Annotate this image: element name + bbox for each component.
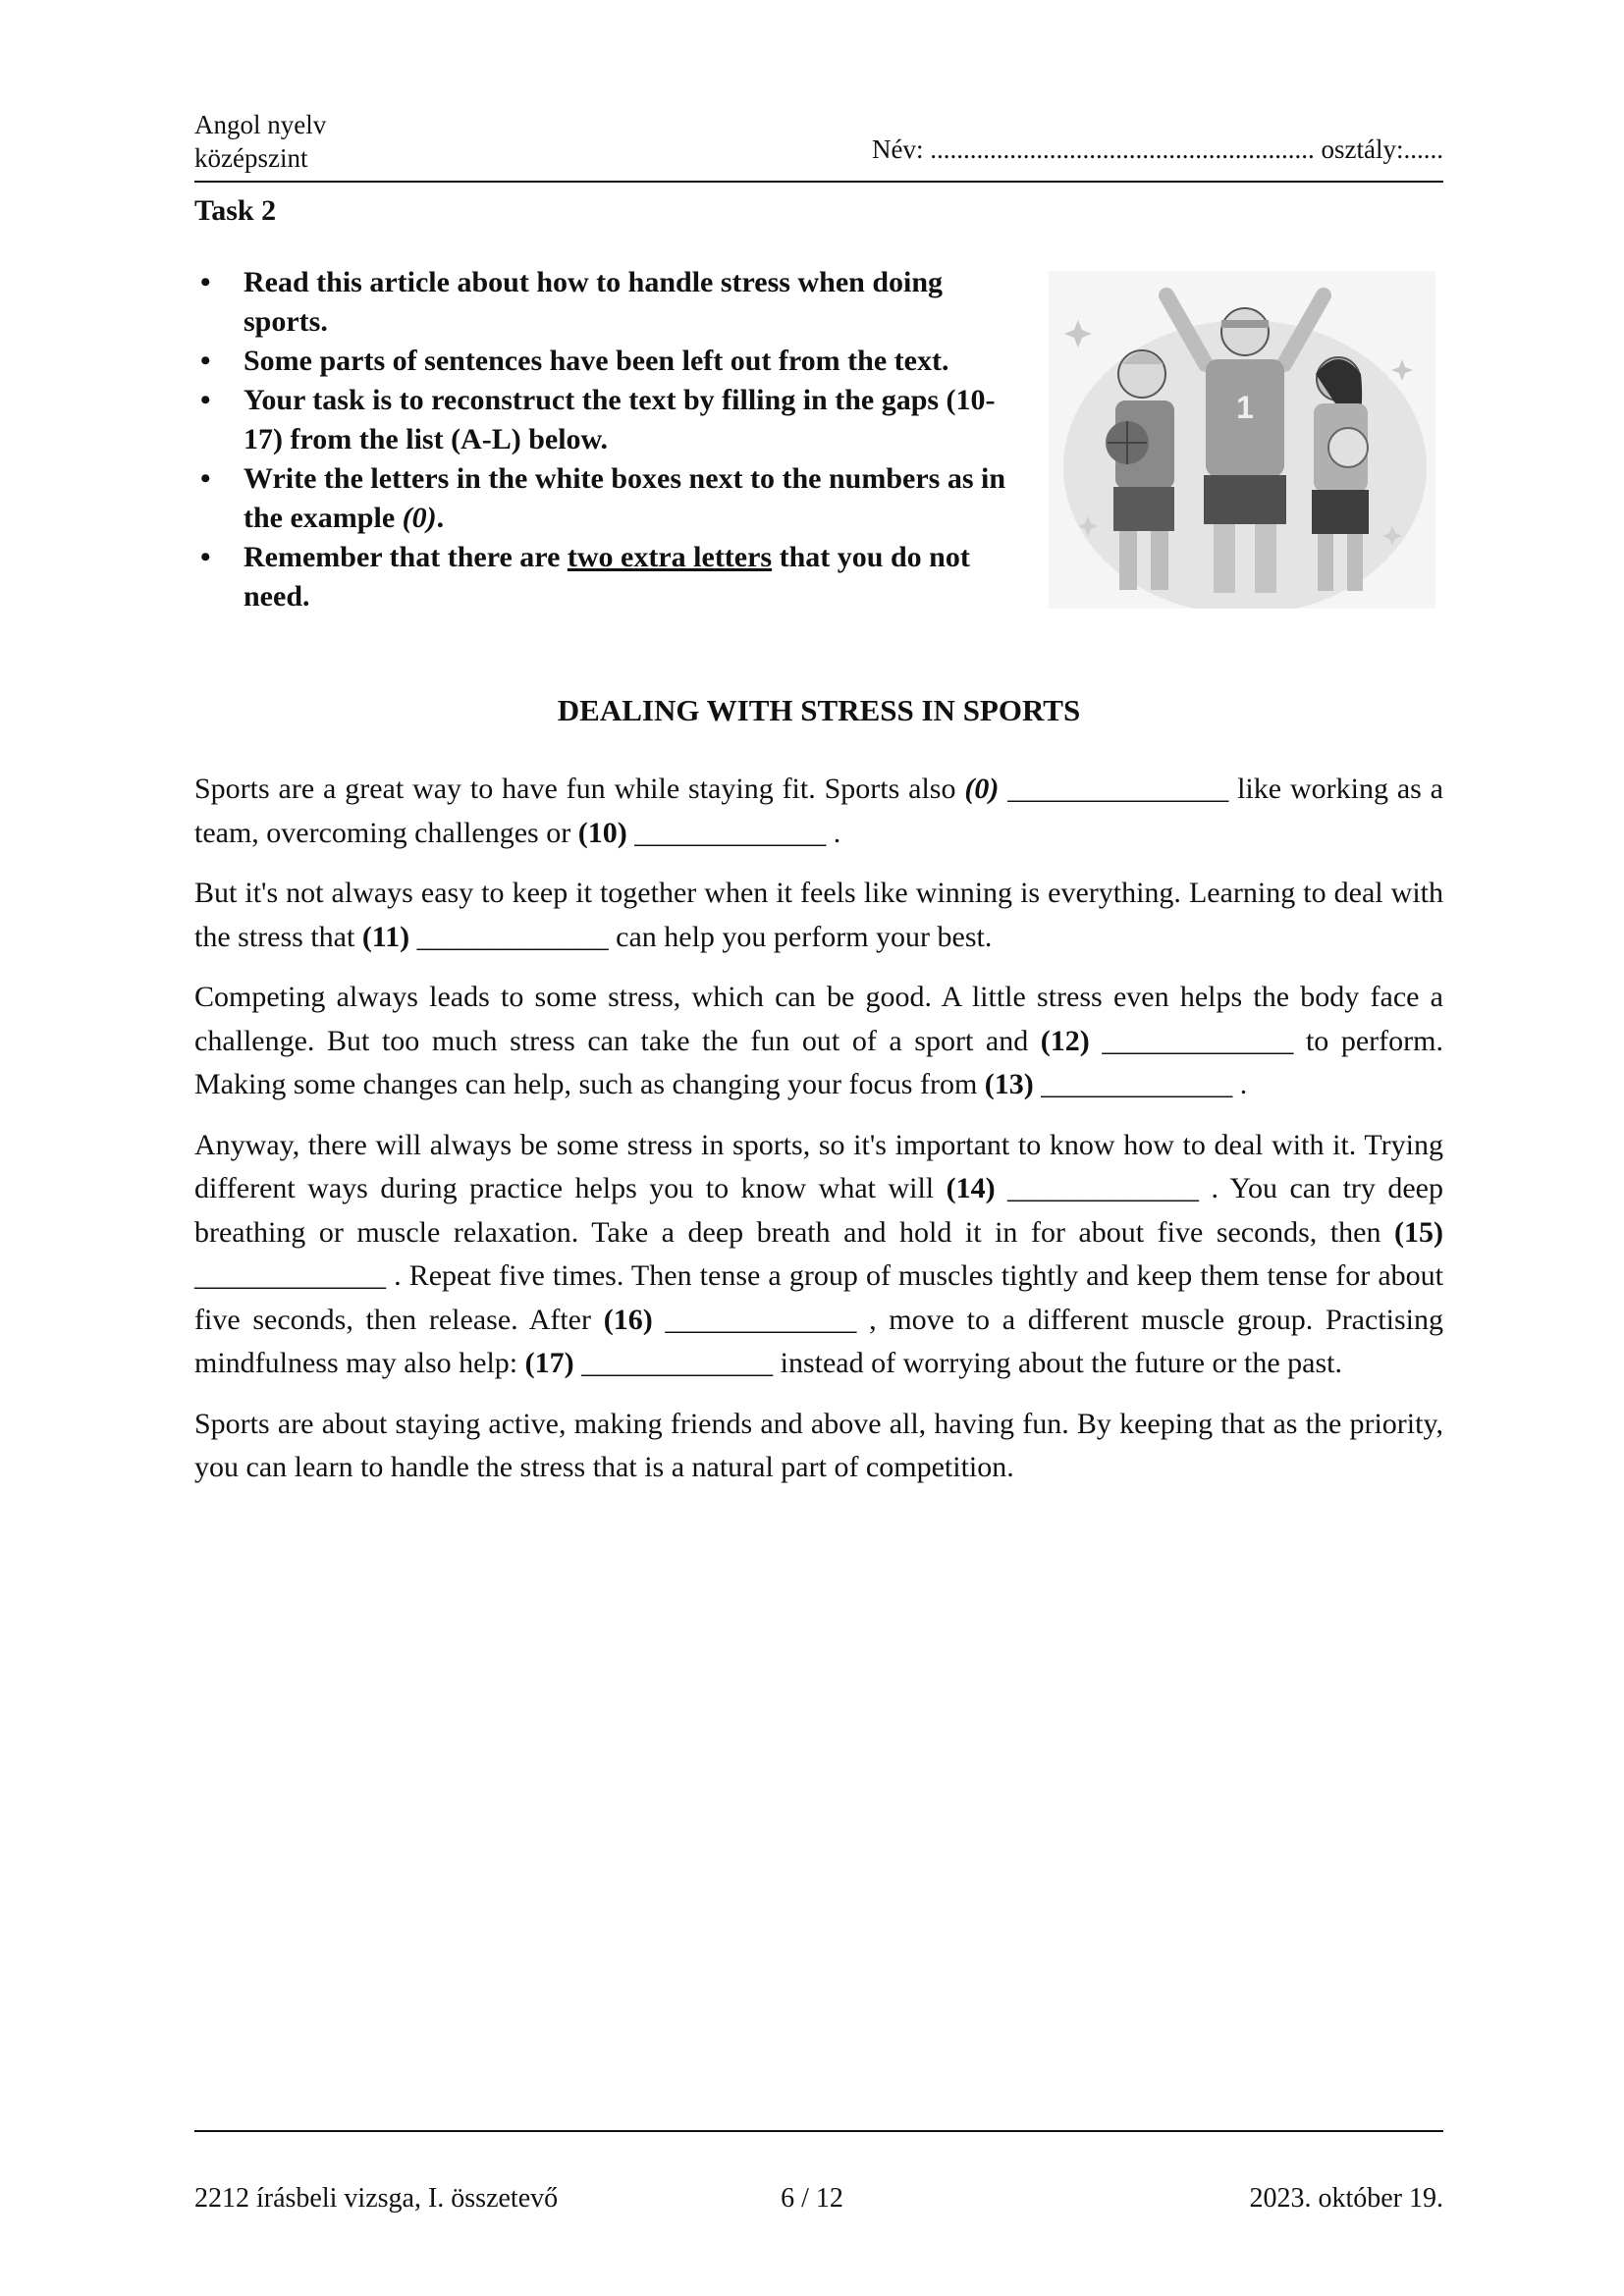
footer-divider [194,2130,1443,2132]
article-body [194,768,1443,1507]
article-paragraph: Sports are about staying active, making friends and above all, having fun. By keeping that as the priority, you can learn to handle the stress that is a natural part of competition. [194,1407,1443,1483]
instruction-item: • Read this article about how to handle stress when doing sports. [194,263,1031,342]
gap-marker: (0) [964,773,1000,805]
gap-marker: (12) [1040,1024,1090,1057]
header-subject: Angol nyelv [194,110,327,139]
instruction-item: • Remember that there are two extra letters that you do not need. [194,538,1031,616]
athletes-illustration-svg [1049,271,1435,609]
footer-page-number: 6 / 12 [781,2183,843,2214]
footer-date: 2023. október 19. [1249,2183,1443,2214]
instruction-list [194,263,1031,616]
athletes-illustration [1049,271,1435,609]
article-paragraph: But it's not always easy to keep it together when it feels like winning is everything. Learning to deal with the stress that (11) _____________ can help you perform your best. [194,877,1443,953]
header-subject-block [194,108,326,175]
gap-marker: (14) [946,1172,996,1204]
article-title: DEALING WITH STRESS IN SPORTS [557,693,1081,727]
gap-marker: (16) [603,1303,653,1336]
svg-text:1: 1 [1236,390,1254,425]
gap-marker: (11) [361,920,410,953]
gap-marker: (13) [984,1068,1034,1100]
gap-marker: (10) [577,816,627,849]
gap-marker: (17) [524,1347,574,1379]
header-divider [194,181,1443,183]
instruction-item: • Write the letters in the white boxes next to the numbers as in the example (0). [194,459,1031,538]
task-title: Task 2 [194,194,277,227]
article-paragraph: Sports are a great way to have fun while staying fit. Sports also (0) _______________ like working as a team, overcoming challenges or (10) _____________ . [194,773,1443,849]
footer-exam-id: 2212 írásbeli vizsga, I. összetevő [194,2183,559,2214]
instruction-item: • Your task is to reconstruct the text by filling in the gaps (10-17) from the list (A-L) below. [194,381,1031,459]
instruction-item: • Some parts of sentences have been left out from the text. [194,342,1031,381]
article-paragraph: Anyway, there will always be some stress in sports, so it's important to know how to deal with it. Trying different ways during practice helps you to know what will (14) _____________ . You can try deep breathing or muscle relaxation. Take a deep breath and hold it in for about five seconds, then (15) _____________ . Repeat five times. Then tense a group of muscles tightly and keep them tense for about five seconds, then release. After (16) _____________ , move to a different muscle group. Practising mindfulness may also help: (17) _____________ instead of worrying about the future or the past. [194,1128,1443,1379]
header-level: középszint [194,143,308,173]
gap-marker: (15) [1394,1215,1443,1249]
header-name-field: Név: .......................................................... osztály:...... [872,134,1443,164]
article-paragraph: Competing always leads to some stress, which can be good. A little stress even helps the body face a challenge. But too much stress can take the fun out of a sport and (12) _____________ to perform. Making some changes can help, such as changing your focus from (13) _____________ . [194,981,1443,1100]
